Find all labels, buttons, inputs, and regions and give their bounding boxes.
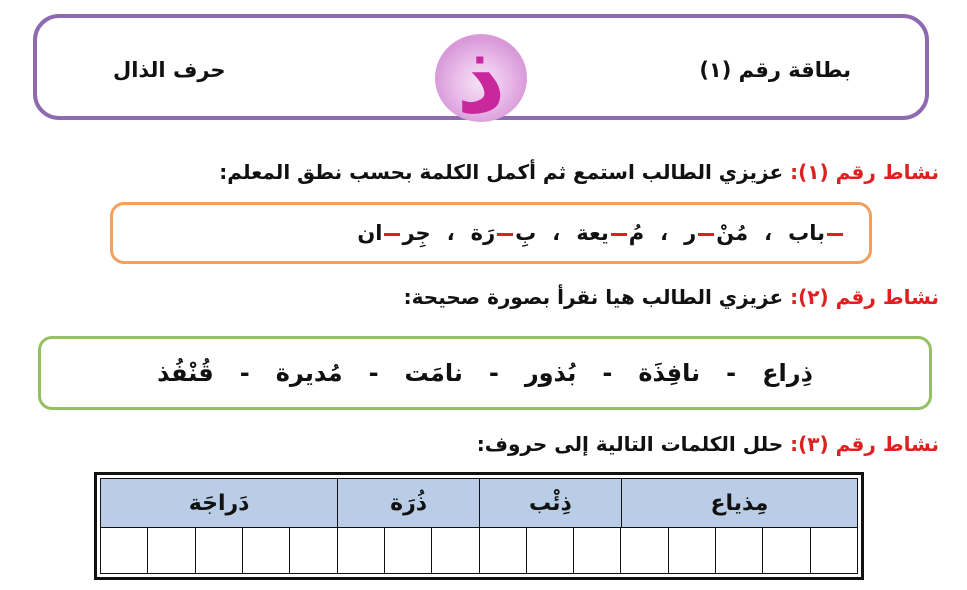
word-part-before: مُ: [628, 221, 645, 245]
reading-word: ذِراع: [762, 359, 813, 387]
analysis-header-row: [101, 479, 857, 528]
letter-input-cell[interactable]: [762, 528, 809, 573]
word-part-before: مُنْ: [716, 221, 749, 245]
activity1-instruction: عزيزي الطالب استمع ثم أكمل الكلمة بحسب نطق المعلم:: [219, 160, 791, 184]
letter-input-cell[interactable]: [668, 528, 715, 573]
analysis-word-header: ذُرَة: [337, 479, 479, 527]
fill-blank-word: [788, 221, 845, 245]
word-separator: -: [239, 359, 250, 387]
letter-input-cell[interactable]: [101, 528, 147, 573]
letter-input-cell[interactable]: [337, 528, 384, 573]
letter-input-cell[interactable]: [289, 528, 336, 573]
activity2-number: نشاط رقم (٢):: [790, 285, 939, 309]
missing-letter-blank[interactable]: [611, 233, 627, 236]
missing-letter-blank[interactable]: [497, 233, 513, 236]
word-part-after: رَة: [470, 221, 496, 245]
word-separator: -: [488, 359, 499, 387]
activity1-number: نشاط رقم (١):: [790, 160, 939, 184]
letter-glyph: ذ: [456, 23, 506, 124]
letter-input-cell[interactable]: [810, 528, 857, 573]
fill-blank-word: [471, 221, 537, 245]
word-separator: -: [368, 359, 379, 387]
activity2-words-row: [41, 339, 929, 407]
word-part-after: باب: [788, 221, 825, 245]
fill-blank-word: [684, 221, 748, 245]
activity1-words-row: [113, 205, 869, 261]
letter-input-cell[interactable]: [147, 528, 194, 573]
word-separator: -: [726, 359, 737, 387]
letter-input-cell[interactable]: [242, 528, 289, 573]
letter-input-cell[interactable]: [479, 528, 526, 573]
word-part-after: ر: [684, 221, 697, 245]
activity1-heading: [219, 160, 939, 184]
letter-input-cell[interactable]: [715, 528, 762, 573]
reading-word: بُذور: [524, 359, 577, 387]
letter-input-cell[interactable]: [431, 528, 478, 573]
word-separator: ،: [552, 221, 561, 245]
activity2-words-box: [38, 336, 932, 410]
analysis-word-header: دَراجَة: [188, 490, 250, 516]
word-part-after: يعة: [576, 221, 609, 245]
activity1-words-box: [110, 202, 872, 264]
letter-input-cell[interactable]: [573, 528, 620, 573]
analysis-letters-row: [101, 528, 857, 573]
activity3-number: نشاط رقم (٣):: [790, 432, 939, 456]
reading-word: مُديرة: [275, 359, 343, 387]
word-separator: ،: [764, 221, 773, 245]
letter-input-cell[interactable]: [384, 528, 431, 573]
word-part-before: جِر: [402, 221, 431, 245]
analysis-word-header: ذِئْب: [479, 479, 621, 527]
word-separator: -: [602, 359, 613, 387]
letter-dhal-icon: [415, 20, 545, 124]
letter-input-cell[interactable]: [526, 528, 573, 573]
word-part-before: بِ: [515, 221, 537, 245]
header-card: [33, 14, 929, 124]
fill-blank-word: [357, 221, 430, 245]
missing-letter-blank[interactable]: [698, 233, 714, 236]
missing-letter-blank[interactable]: [827, 233, 843, 236]
letter-input-cell[interactable]: [195, 528, 242, 573]
letter-title: حرف الذال: [113, 58, 226, 82]
activity3-heading: [477, 432, 939, 456]
activity2-instruction: عزيزي الطالب هيا نقرأ بصورة صحيحة:: [403, 285, 791, 309]
reading-word: نافِذَة: [638, 359, 701, 387]
word-part-after: ان: [357, 221, 383, 245]
missing-letter-blank[interactable]: [384, 233, 400, 236]
fill-blank-word: [576, 221, 644, 245]
word-separator: ،: [446, 221, 455, 245]
card-number: بطاقة رقم (١): [699, 58, 851, 82]
word-analysis-table: [94, 472, 864, 580]
reading-word: نامَت: [404, 359, 463, 387]
word-separator: ،: [660, 221, 669, 245]
activity3-instruction: حلل الكلمات التالية إلى حروف:: [476, 432, 791, 456]
letter-input-cell[interactable]: [620, 528, 667, 573]
analysis-word-header: مِذياع: [621, 479, 857, 527]
reading-word: قُنْفُذ: [157, 359, 214, 387]
word-analysis-inner: [100, 478, 858, 574]
activity2-heading: [404, 285, 939, 309]
